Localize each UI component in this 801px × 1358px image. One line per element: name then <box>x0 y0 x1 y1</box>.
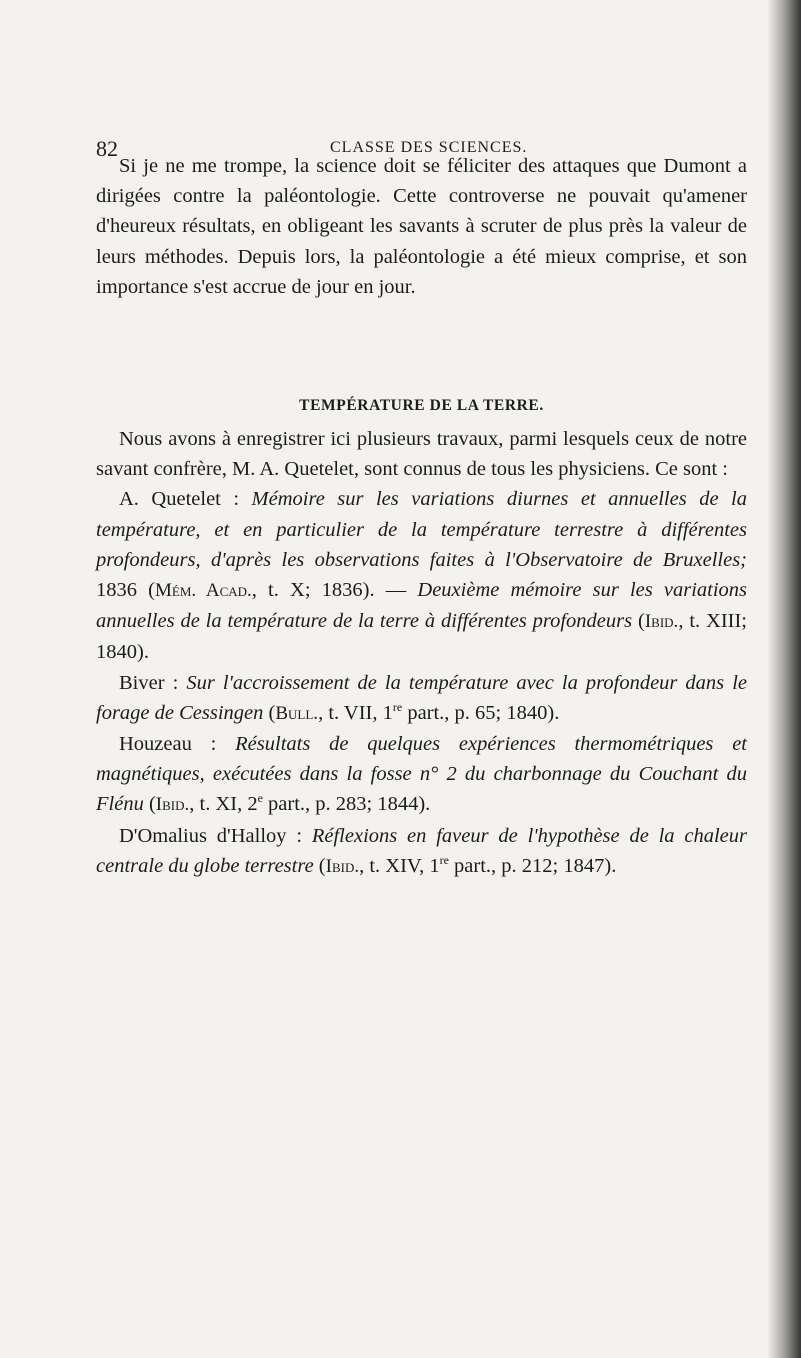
ref-title: Sur l'accroissement de la température avec la profondeur dans le forage de Cessingen <box>96 671 747 724</box>
ref-title-2: Deuxième mémoire sur les variations annuelles de la température de la terre à différentes profondeurs <box>96 579 748 633</box>
ref-journal: Mém. Acad. <box>154 580 252 602</box>
section-heading: TEMPÉRATURE DE LA TERRE. <box>299 397 544 414</box>
ref-title: Réflexions en faveur de l'hypothèse de la chaleur centrale du globe terrestre <box>96 824 747 877</box>
ref-source: ( <box>313 854 326 877</box>
ref-author: D'Omalius d'Halloy : <box>119 824 312 847</box>
ref-source: ( <box>263 701 276 724</box>
ref-title: Résultats de quelques expériences thermométriques et magnétiques, exécutées dans la fosse n° 2 du charbonnage du Couchant du Flénu <box>96 733 747 816</box>
reference-biver <box>96 668 747 729</box>
ref-ordinal: e <box>257 791 263 806</box>
page-number: 82 <box>96 136 118 161</box>
section-body <box>96 424 747 882</box>
ref-journal: Ibid. <box>155 794 190 816</box>
ref-volume: , t. XI, 2 <box>189 793 258 816</box>
reference-quetelet <box>96 484 747 667</box>
ref-author: A. Quetelet : <box>119 488 252 511</box>
reference-houzeau <box>96 729 747 821</box>
ref-source-2: ( <box>632 610 645 633</box>
ref-volume: , t. XIV, 1 <box>359 854 440 877</box>
ref-journal: Bull. <box>275 702 319 724</box>
ref-volume: , t. VII, 1 <box>318 701 393 724</box>
intro-paragraph: Si je ne me trompe, la science doit se féliciter des attaques que Dumont a dirigées contre la paléontologie. Cette controverse ne pouvait qu'amener d'heureux résultats, en obligeant les savants à scruter de plus près la valeur de leurs méthodes. Depuis lors, la paléontologie a été mieux comprise, et son importance s'est accrue de jour en jour. <box>96 155 747 298</box>
ref-journal-2: Ibid. <box>644 611 679 633</box>
page-edge-shadow <box>767 0 801 1358</box>
running-title: CLASSE DES SCIENCES. <box>330 139 528 156</box>
ref-volume: , t. X; 1836). — <box>251 579 418 602</box>
ref-ordinal: re <box>439 853 449 868</box>
ref-title: Mémoire sur les variations diurnes et annuelles de la température, et en particulier de la température terrestre à différentes profondeurs, d'après les observations faites à l'Observatoire de Bruxelles; <box>96 488 747 571</box>
ref-pages: part., p. 212; 1847). <box>448 854 617 877</box>
ref-source: ( <box>143 793 156 816</box>
ref-ordinal: re <box>392 700 403 714</box>
ref-source: 1836 ( <box>96 579 155 602</box>
intro-paragraph-block <box>96 151 747 302</box>
reference-omalius <box>96 821 747 882</box>
ref-author: Houzeau : <box>119 733 236 756</box>
ref-journal: Ibid. <box>325 855 360 877</box>
section-intro: Nous avons à enregistrer ici plusieurs travaux, parmi lesquels ceux de notre savant confrère, M. A. Quetelet, sont connus de tous les physiciens. Ce sont : <box>96 428 747 481</box>
ref-pages: part., p. 283; 1844). <box>262 793 431 816</box>
ref-pages: part., p. 65; 1840). <box>402 701 560 724</box>
ref-author: Biver : <box>119 671 187 694</box>
ref-volume-2: , t. XIII; 1840). <box>96 610 748 664</box>
